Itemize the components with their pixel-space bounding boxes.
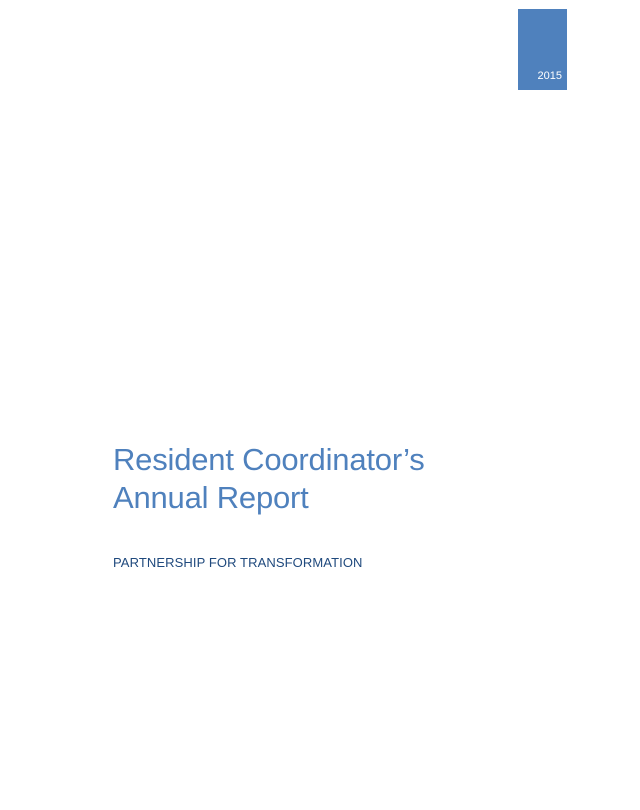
title-line-2: Annual Report bbox=[113, 480, 309, 515]
document-subtitle: PARTNERSHIP FOR TRANSFORMATION bbox=[113, 555, 363, 570]
year-tab bbox=[518, 9, 567, 90]
document-title bbox=[113, 441, 593, 517]
title-line-1: Resident Coordinator’s bbox=[113, 442, 425, 477]
year-label: 2015 bbox=[537, 70, 562, 82]
